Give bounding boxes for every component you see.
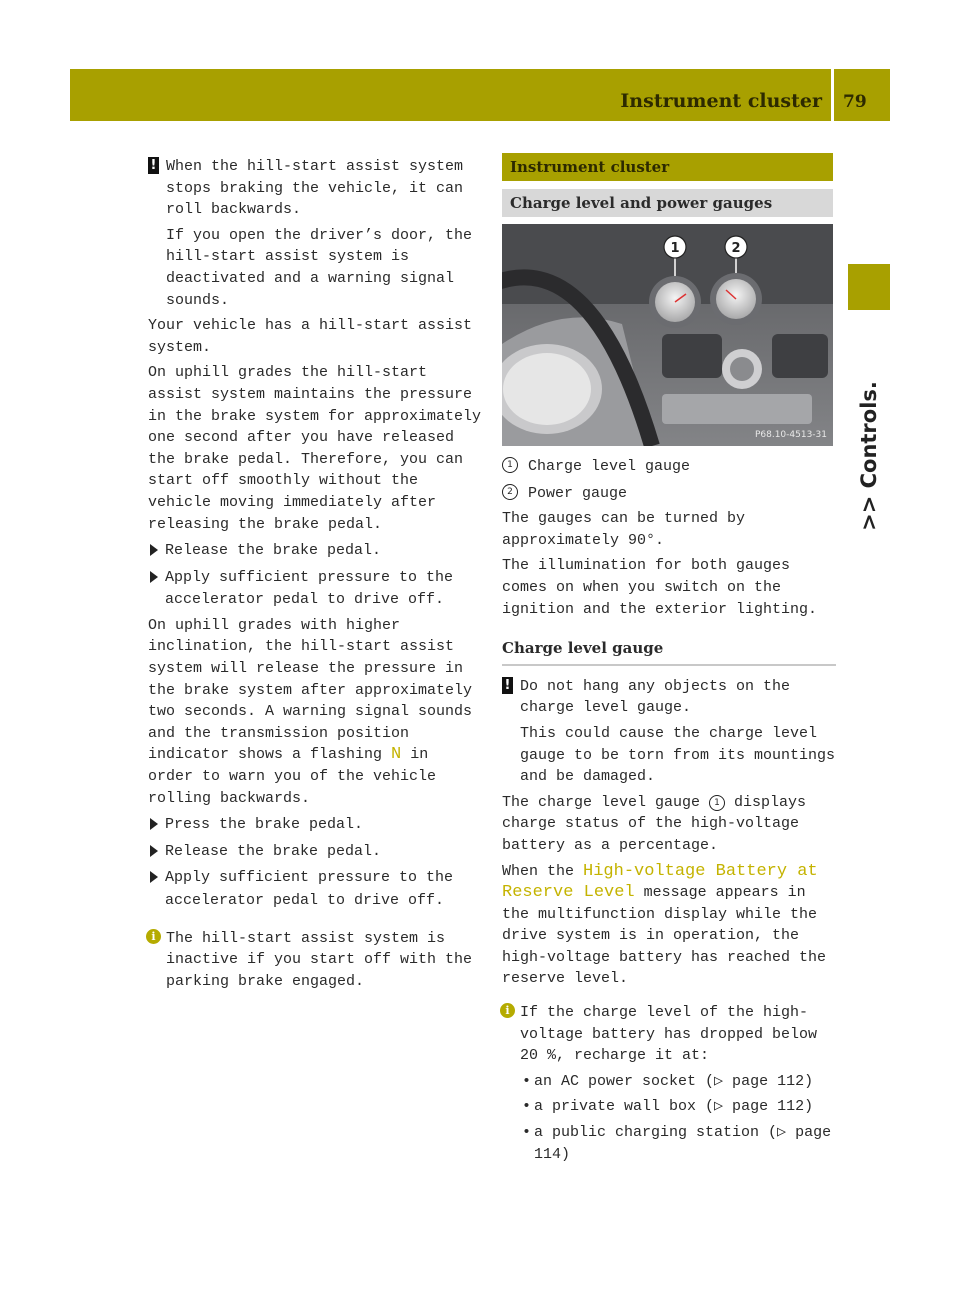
warning-icon: !: [148, 157, 159, 174]
step-item: Release the brake pedal.: [148, 840, 482, 863]
note-text: The hill-start assist system is inactive if you start off with the parking brake engaged.: [166, 929, 473, 990]
note-text: This could cause the charge level gauge to be torn from its mountings and be damaged.: [520, 724, 836, 786]
paragraph: When the High-voltage Battery at Reserve Level message appears in the multifunction display while the drive system is in operation, the high-voltage battery has reached the reserve level.: [502, 861, 827, 988]
subheading: Charge level gauge: [502, 638, 836, 666]
step-item: Release the brake pedal.: [148, 539, 482, 562]
step-item: Apply sufficient pressure to the accelerator pedal to drive off.: [148, 866, 482, 911]
paragraph: On uphill grades with higher inclination, the hill-start assist system will release the pressure in the brake system after approximately two seconds. A warning signal sounds and the transmission position indicator shows a flashing N in order to warn you of the vehicle rolling backwards.: [148, 616, 473, 807]
note-text: When the hill-start assist system stops braking the vehicle, it can roll backwards.: [166, 158, 464, 219]
step-arrow-icon: [150, 571, 158, 583]
step-arrow-icon: [150, 818, 158, 830]
dashboard-illustration: [502, 224, 833, 446]
info-note: [502, 1002, 836, 1165]
paragraph: On uphill grades the hill-start assist system maintains the pressure in the brake system for approximately one second after you have released the brake pedal. Therefore, you can start off smoothly without the vehicle moving immediately after releasing the brake pedal.: [148, 364, 482, 533]
warning-note: [502, 676, 836, 788]
list-item: • a public charging station (▷ page 114): [520, 1122, 836, 1165]
step-arrow-icon: [150, 544, 158, 556]
list-item: • a private wall box (▷ page 112): [520, 1096, 836, 1118]
paragraph: The charge level gauge 1 displays charge status of the high-voltage battery as a percentage.: [502, 793, 807, 854]
note-text: If the charge level of the high-voltage battery has dropped below 20 %, recharge it at:: [520, 1004, 818, 1065]
subsection-title: Charge level and power gauges: [502, 189, 833, 217]
step-arrow-icon: [150, 845, 158, 857]
legend-number: 1: [502, 457, 518, 473]
highlight-text: N: [391, 745, 402, 765]
page-title: Instrument cluster: [620, 90, 822, 112]
paragraph: Your vehicle has a hill-start assist system.: [148, 317, 473, 356]
figure-code: P68.10-4513-31: [754, 430, 827, 440]
warning-icon: !: [502, 677, 513, 694]
legend-item: 1 Charge level gauge: [502, 455, 836, 478]
warning-note: [148, 156, 482, 311]
side-section-label: >> Controls.: [857, 381, 881, 531]
legend-number: 2: [502, 484, 518, 500]
left-column: [148, 156, 482, 996]
gauge-photo: [502, 224, 833, 446]
note-text: If you open the driver’s door, the hill-start assist system is deactivated and a warning signal sounds.: [166, 226, 473, 309]
info-icon: i: [500, 1003, 515, 1018]
list-item: • an AC power socket (▷ page 112): [520, 1071, 836, 1093]
paragraph: The illumination for both gauges comes on when you switch on the ignition and the exterior lighting.: [502, 557, 818, 618]
note-text: Do not hang any objects on the charge level gauge.: [520, 677, 791, 717]
step-arrow-icon: [150, 871, 158, 883]
legend-item: 2 Power gauge: [502, 482, 836, 505]
right-column: [502, 455, 836, 1169]
callout-2: 2: [731, 241, 741, 256]
section-title: Instrument cluster: [502, 153, 833, 181]
side-tab: [848, 264, 890, 310]
inline-callout: 1: [709, 795, 725, 811]
step-item: Apply sufficient pressure to the accelerator pedal to drive off.: [148, 566, 482, 611]
info-icon: i: [146, 929, 161, 944]
callout-1: 1: [670, 241, 680, 256]
page-number: 79: [843, 92, 867, 112]
step-item: Press the brake pedal.: [148, 813, 482, 836]
paragraph: The gauges can be turned by approximately 90°.: [502, 510, 746, 549]
info-note: [148, 928, 482, 993]
header-divider: [831, 69, 834, 121]
highlight-text: High-voltage Battery at Reserve Level: [502, 861, 818, 903]
